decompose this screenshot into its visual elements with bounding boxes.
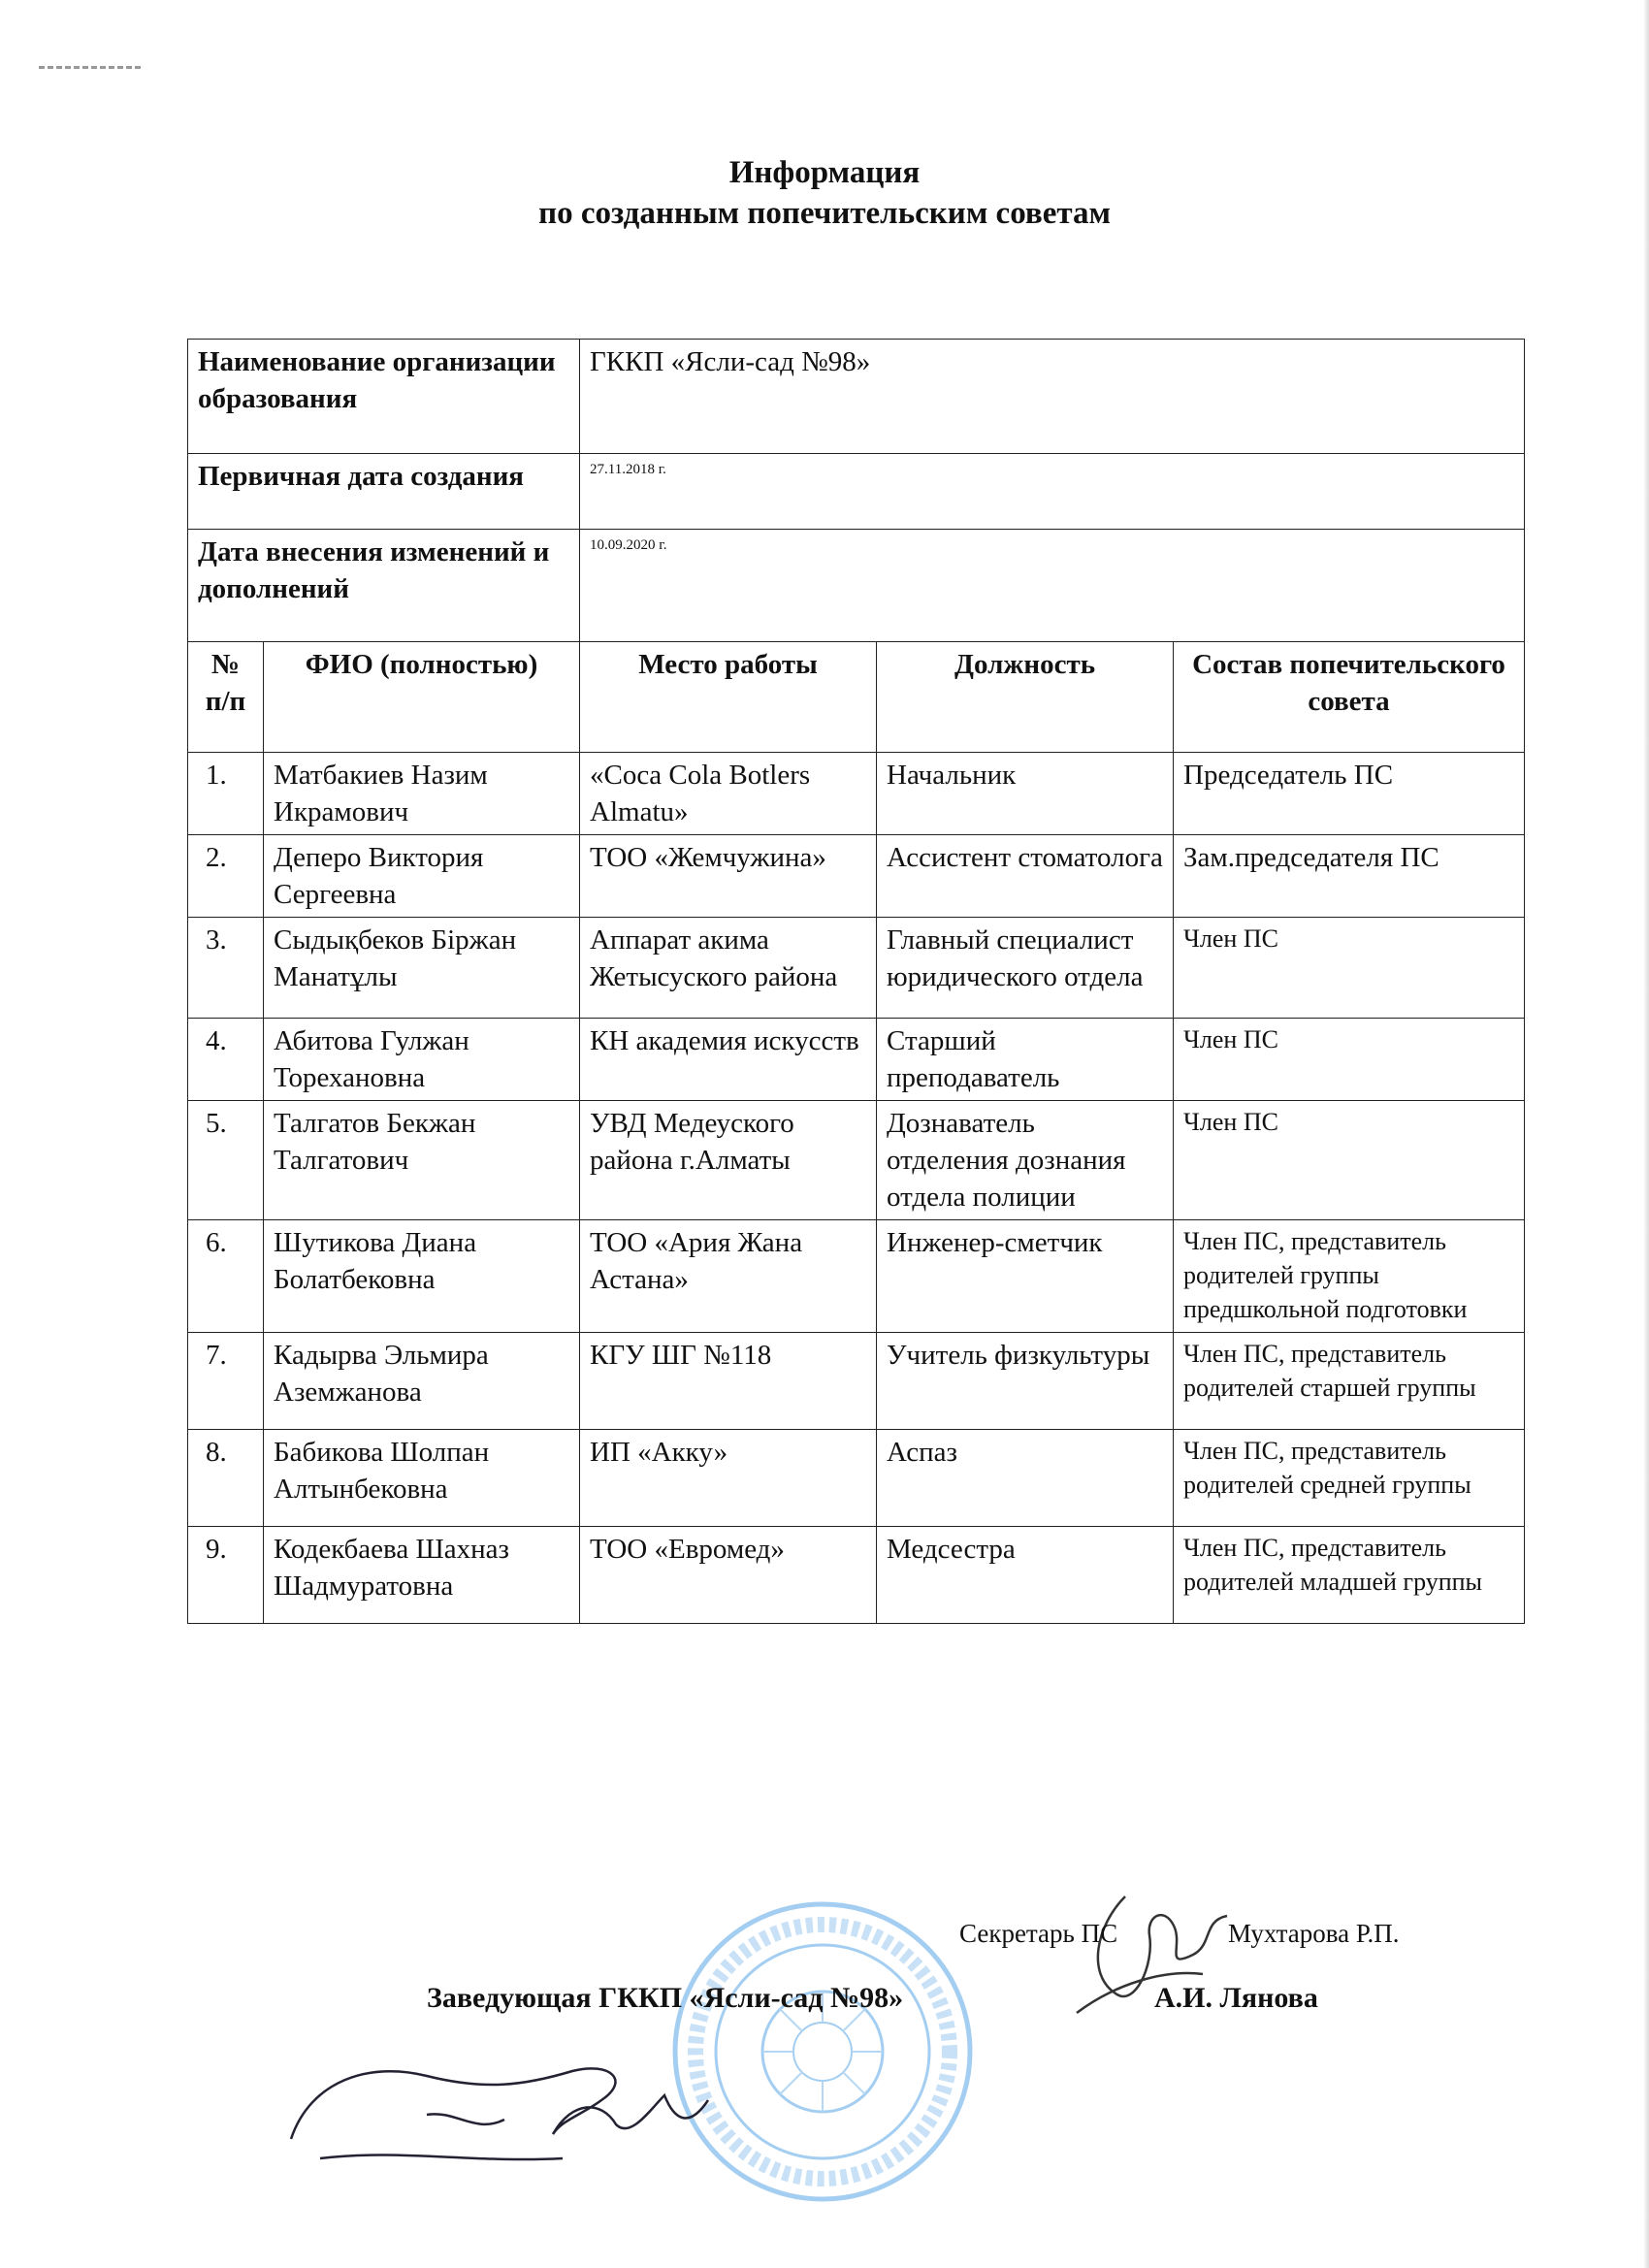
header-work: Место работы — [580, 642, 877, 753]
cell-num: 1. — [188, 753, 264, 835]
cell-name: Деперо Виктория Сергеевна — [264, 835, 580, 918]
cell-role: Член ПС — [1174, 1019, 1525, 1101]
cell-position: Главный специалист юридического отдела — [877, 918, 1174, 1019]
cell-num: 3. — [188, 918, 264, 1019]
header-row — [188, 642, 1525, 753]
cell-position: Начальник — [877, 753, 1174, 835]
cell-role: Член ПС, представитель родителей средней группы — [1174, 1430, 1525, 1527]
table-row — [188, 753, 1525, 835]
cell-num: 6. — [188, 1220, 264, 1333]
org-label: Наименование организации образования — [188, 340, 580, 454]
head-name: А.И. Лянова — [1154, 1982, 1318, 2014]
table-row — [188, 918, 1525, 1019]
cell-name: Кодекбаева Шахназ Шадмуратовна — [264, 1527, 580, 1624]
header-name: ФИО (полностью) — [264, 642, 580, 753]
header-num: № п/п — [188, 642, 264, 753]
cell-num: 8. — [188, 1430, 264, 1527]
changed-value: 10.09.2020 г. — [580, 530, 1525, 642]
created-value: 27.11.2018 г. — [580, 454, 1525, 530]
cell-role: Зам.председателя ПС — [1174, 835, 1525, 918]
cell-num: 4. — [188, 1019, 264, 1101]
cell-position: Старший преподаватель — [877, 1019, 1174, 1101]
scan-mark — [39, 66, 141, 72]
cell-role: Член ПС — [1174, 1101, 1525, 1220]
document-title: Информация — [728, 155, 921, 190]
org-value: ГККП «Ясли-сад №98» — [580, 340, 1525, 454]
cell-name: Сыдықбеков Біржан Манатұлы — [264, 918, 580, 1019]
document-subtitle: по созданным попечительским советам — [538, 196, 1111, 231]
head-label: Заведующая ГККП «Ясли-сад №98» — [427, 1982, 904, 2014]
cell-name: Матбакиев Назим Икрамович — [264, 753, 580, 835]
created-row — [188, 454, 1525, 530]
cell-work: ИП «Акку» — [580, 1430, 877, 1527]
cell-work: ТОО «Жемчужина» — [580, 835, 877, 918]
org-row — [188, 340, 1525, 454]
changed-label: Дата внесения изменений и дополнений — [188, 530, 580, 642]
table-row — [188, 1527, 1525, 1624]
table-row — [188, 1430, 1525, 1527]
header-position: Должность — [877, 642, 1174, 753]
table-row — [188, 1019, 1525, 1101]
cell-work: ТОО «Евромед» — [580, 1527, 877, 1624]
cell-name: Абитова Гулжан Тореханoвна — [264, 1019, 580, 1101]
cell-work: УВД Медеуского района г.Алматы — [580, 1101, 877, 1220]
cell-position: Аспаз — [877, 1430, 1174, 1527]
cell-name: Талгатов Бекжан Талгатович — [264, 1101, 580, 1220]
cell-work: КГУ ШГ №118 — [580, 1333, 877, 1430]
table-row — [188, 1101, 1525, 1220]
cell-role: Член ПС, представитель родителей младшей группы — [1174, 1527, 1525, 1624]
table-row — [188, 1333, 1525, 1430]
header-role: Состав попечительского совета — [1174, 642, 1525, 753]
cell-position: Учитель физкультуры — [877, 1333, 1174, 1430]
cell-work: Аппарат акима Жетысуского района — [580, 918, 877, 1019]
cell-num: 2. — [188, 835, 264, 918]
cell-name: Кадырва Эльмира Аземжанова — [264, 1333, 580, 1430]
council-table — [187, 339, 1525, 1624]
cell-role: Член ПС, представитель родителей группы предшкольной подготовки — [1174, 1220, 1525, 1333]
cell-name: Шутикова Диана Болатбековна — [264, 1220, 580, 1333]
table-row — [188, 835, 1525, 918]
cell-name: Бабикова Шолпан Алтынбековна — [264, 1430, 580, 1527]
cell-num: 5. — [188, 1101, 264, 1220]
cell-position: Инженер-сметчик — [877, 1220, 1174, 1333]
cell-work: КН академия искусств — [580, 1019, 877, 1101]
cell-position: Медсестра — [877, 1527, 1174, 1624]
cell-position: Ассистент стоматолога — [877, 835, 1174, 918]
secretary-name: Мухтарова Р.П. — [1228, 1919, 1400, 1948]
cell-role: Член ПС — [1174, 918, 1525, 1019]
created-label: Первичная дата создания — [188, 454, 580, 530]
head-signature — [281, 2042, 737, 2178]
table-row — [188, 1220, 1525, 1333]
scan-edge-shadow — [1643, 0, 1649, 2268]
cell-num: 7. — [188, 1333, 264, 1430]
cell-role: Член ПС, представитель родителей старшей группы — [1174, 1333, 1525, 1430]
cell-num: 9. — [188, 1527, 264, 1624]
secretary-label: Секретарь ПС — [959, 1919, 1118, 1948]
cell-position: Дознаватель отделения дознания отдела полиции — [877, 1101, 1174, 1220]
changed-row — [188, 530, 1525, 642]
cell-role: Председатель ПС — [1174, 753, 1525, 835]
cell-work: «Coca Cola Botlers Almatu» — [580, 753, 877, 835]
cell-work: ТОО «Ария Жана Астана» — [580, 1220, 877, 1333]
